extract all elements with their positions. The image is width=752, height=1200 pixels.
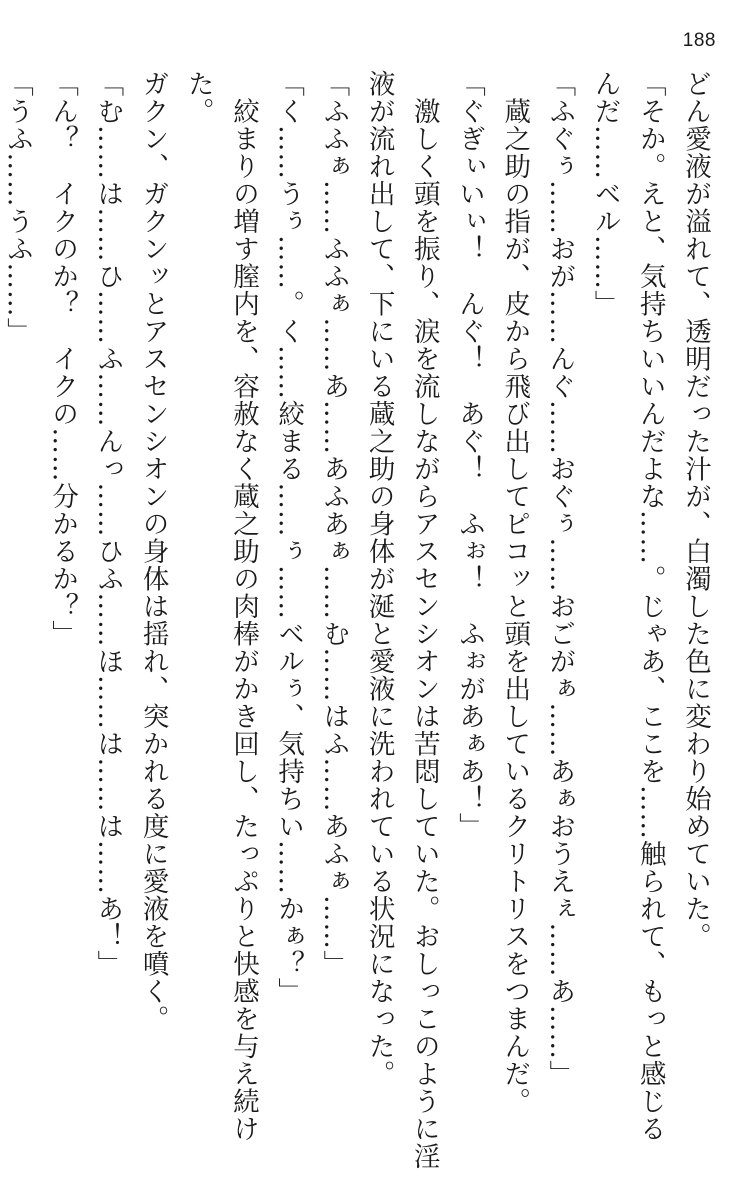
text-line-13: 「む……は……ひ……ふ……んっ……ひふ……ほ……は……は……あ！」 xyxy=(92,70,124,978)
text-line-5: 蔵之助の指が、皮から飛び出してピコッと頭を出しているクリトリスをつまんだ。 xyxy=(499,70,531,1115)
text-line-3: んだ……ベル……」 xyxy=(589,70,621,318)
text-line-9: 「ふふぁ……ふふぁ……あ……あふあぁ……む……はふ……あふぁ……」 xyxy=(318,70,350,978)
text-line-1: どん愛液が溢れて、透明だった汁が、白濁した色に変わり始めていた。 xyxy=(680,70,711,950)
text-line-15: 「うふ……うふ……」 xyxy=(1,70,33,345)
text-line-10: 「く……うぅ……。く……絞まる……ぅ……ベルぅ、気持ちい……かぁ？」 xyxy=(273,70,305,1005)
text-line-4: 「ふぐぅ……おが……んぐ……おぐぅ……おごがぁ……あぁおうえぇ……あ……」 xyxy=(544,70,576,1088)
text-line-6: 「ぐぎぃいぃ！ んぐ！ あぐ！ ふぉ！ ふぉがあぁあ！」 xyxy=(453,70,485,840)
text-line-2: 「そか。えと、気持ちいいんだよな……。じゃあ、ここを……触られて、もっと感じる xyxy=(634,70,666,1143)
text-line-8: 液が流れ出して、下にいる蔵之助の身体が涎と愛液に洗われている状況になった。 xyxy=(363,70,395,1088)
page-number: 188 xyxy=(682,30,716,51)
text-line-11: 絞まりの増す膣内を、容赦なく蔵之助の肉棒がかき回し、たっぷりと快感を与え続けた。 xyxy=(182,70,259,1143)
vertical-text-body xyxy=(1,70,718,1180)
text-line-14: 「ん？ イクのか？ イクの……分かるか？」 xyxy=(47,70,79,648)
text-line-12: ガクン、ガクンッとアスセンシオンの身体は揺れ、突かれる度に愛液を噴く。 xyxy=(137,70,169,1033)
text-line-7: 激しく頭を振り、涙を流しながらアスセンシオンは苦悶していた。おしっこのように淫 xyxy=(408,70,440,1170)
